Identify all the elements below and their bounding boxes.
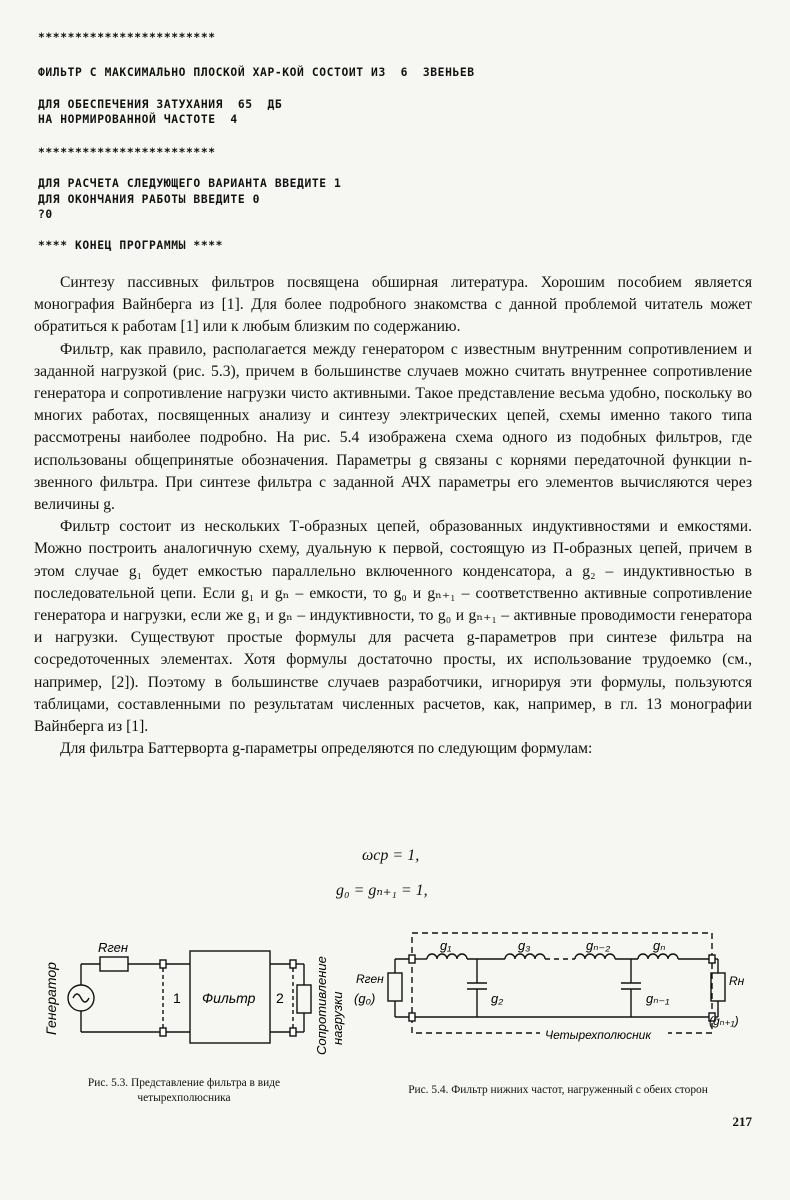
printout-line: ДЛЯ РАСЧЕТА СЛЕДУЮЩЕГО ВАРИАНТА ВВЕДИТЕ 1 (38, 177, 342, 190)
paragraph: Фильтр состоит из нескольких Т-образных цепей, образованных индуктивностями и емкостями. Можно построить аналогичную схему, дуальную к первой, состоящую из П-образных цепей, причем в этом случае g₁ будет емкостью параллельно включенного конденсатора, а g₂ – индуктивностью в последовательной цепи. Если g₁ и gₙ – емкости, то g₀ и gₙ₊₁ – соответственно активные сопротивление генератора и нагрузки, если же g₁ и gₙ – индуктивности, то g₀ и gₙ₊₁ – активные проводимости генератора и нагрузки. Существуют простые формулы для расчета g-параметров при синтезе фильтра на сосредоточенных элементах. Хотя формулы достаточно просты, их использование трудоемко (см., например, [2]). Поэтому в большинстве случаев разработчики, игнорируя эти формулы, пользуются таблицами, составленными по результатам численных расчетов, как, например, в гл. 13 монографии Вайнберга из [1]. (34, 518, 752, 736)
fig53-port1-label: 1 (173, 990, 181, 1006)
fig54-gn1-label: gₙ₋₁ (646, 991, 670, 1006)
figure-5-4 (350, 925, 750, 1065)
printout-line: ДЛЯ ОБЕСПЕЧЕНИЯ ЗАТУХАНИЯ 65 ДБ (38, 98, 283, 111)
fig53-filter-label: Фильтр (202, 990, 256, 1006)
printout-line: ************************ (38, 31, 216, 44)
fig54-g0-label: (g₀) (354, 991, 376, 1006)
fig54-gnplus1-label: (gₙ₊₁) (709, 1014, 739, 1028)
printout-line: ДЛЯ ОКОНЧАНИЯ РАБОТЫ ВВЕДИТЕ 0 (38, 193, 261, 206)
fig53-rgen-label: Rген (98, 940, 129, 955)
fig53-load-label-1: Сопротивление (314, 956, 329, 1055)
printout-line: **** КОНЕЦ ПРОГРАММЫ **** (38, 239, 224, 252)
figure-5-3 (36, 935, 396, 1065)
fig53-caption: Рис. 5.3. Представление фильтра в виде четырехполюсника (87, 1077, 281, 1104)
paragraph: Фильтр, как правило, располагается между генератором с известным внутренним сопротивлением и заданной нагрузкой (рис. 5.3), причем в большинстве случаев можно считать внутреннее сопротивление генератора и сопротивление нагрузки чисто активными. Такое представление весьма удобно, поскольку во многих работах, посвященных анализу и синтезу электрических цепей, схемы именно такого типа рассмотрены наиболее подробно. На рис. 5.4 изображена схема одного из подобных фильтров, где использованы общепринятые обозначения. Параметры g связаны с корнями передаточной функции n-звенного фильтра. При синтезе фильтра с заданной АЧХ параметры его элементов вычисляются через величины g. (34, 340, 752, 514)
paragraph: Синтезу пассивных фильтров посвящена обширная литература. Хорошим пособием является монография Вайнберга из [1]. Для более подробного знакомства с данной проблемой читатель может обратиться к работам [1] или к любым близким по содержанию. (34, 274, 752, 336)
page-number: 217 (732, 1114, 752, 1129)
printout-line: НА НОРМИРОВАННОЙ ЧАСТОТЕ 4 (38, 113, 238, 126)
fig54-gn-label: gₙ (653, 938, 666, 953)
fig54-g1-label: g₁ (440, 938, 452, 953)
fig54-rload-label: Rн (729, 974, 745, 988)
formula-g0: g₀ = gₙ₊₁ = 1, (336, 882, 428, 899)
fig54-caption: Рис. 5.4. Фильтр нижних частот, нагруженный с обеих сторон (408, 1084, 708, 1096)
printout-line: ************************ (38, 146, 216, 159)
fig53-port2-label: 2 (276, 990, 284, 1006)
fig54-rgen-label: Rген (356, 972, 384, 986)
body-text (34, 272, 752, 760)
fig53-generator-label: Генератор (43, 962, 59, 1035)
fig54-g3-label: g₃ (518, 938, 531, 953)
printout-line: ФИЛЬТР С МАКСИМАЛЬНО ПЛОСКОЙ ХАР-КОЙ СОСТОИТ ИЗ 6 ЗВЕНЬЕВ (38, 66, 475, 79)
fig53-load-label-2: нагрузки (330, 991, 345, 1045)
fig54-quadripole-label: Четырехполюсник (545, 1028, 652, 1042)
printout-line: ?0 (38, 208, 53, 221)
formula-omega: ωср = 1, (362, 847, 420, 864)
fig54-gn2-label: gₙ₋₂ (586, 938, 611, 953)
fig54-g2-label: g₂ (491, 991, 504, 1006)
paragraph: Для фильтра Баттерворта g-параметры определяются по следующим формулам: (60, 740, 593, 758)
